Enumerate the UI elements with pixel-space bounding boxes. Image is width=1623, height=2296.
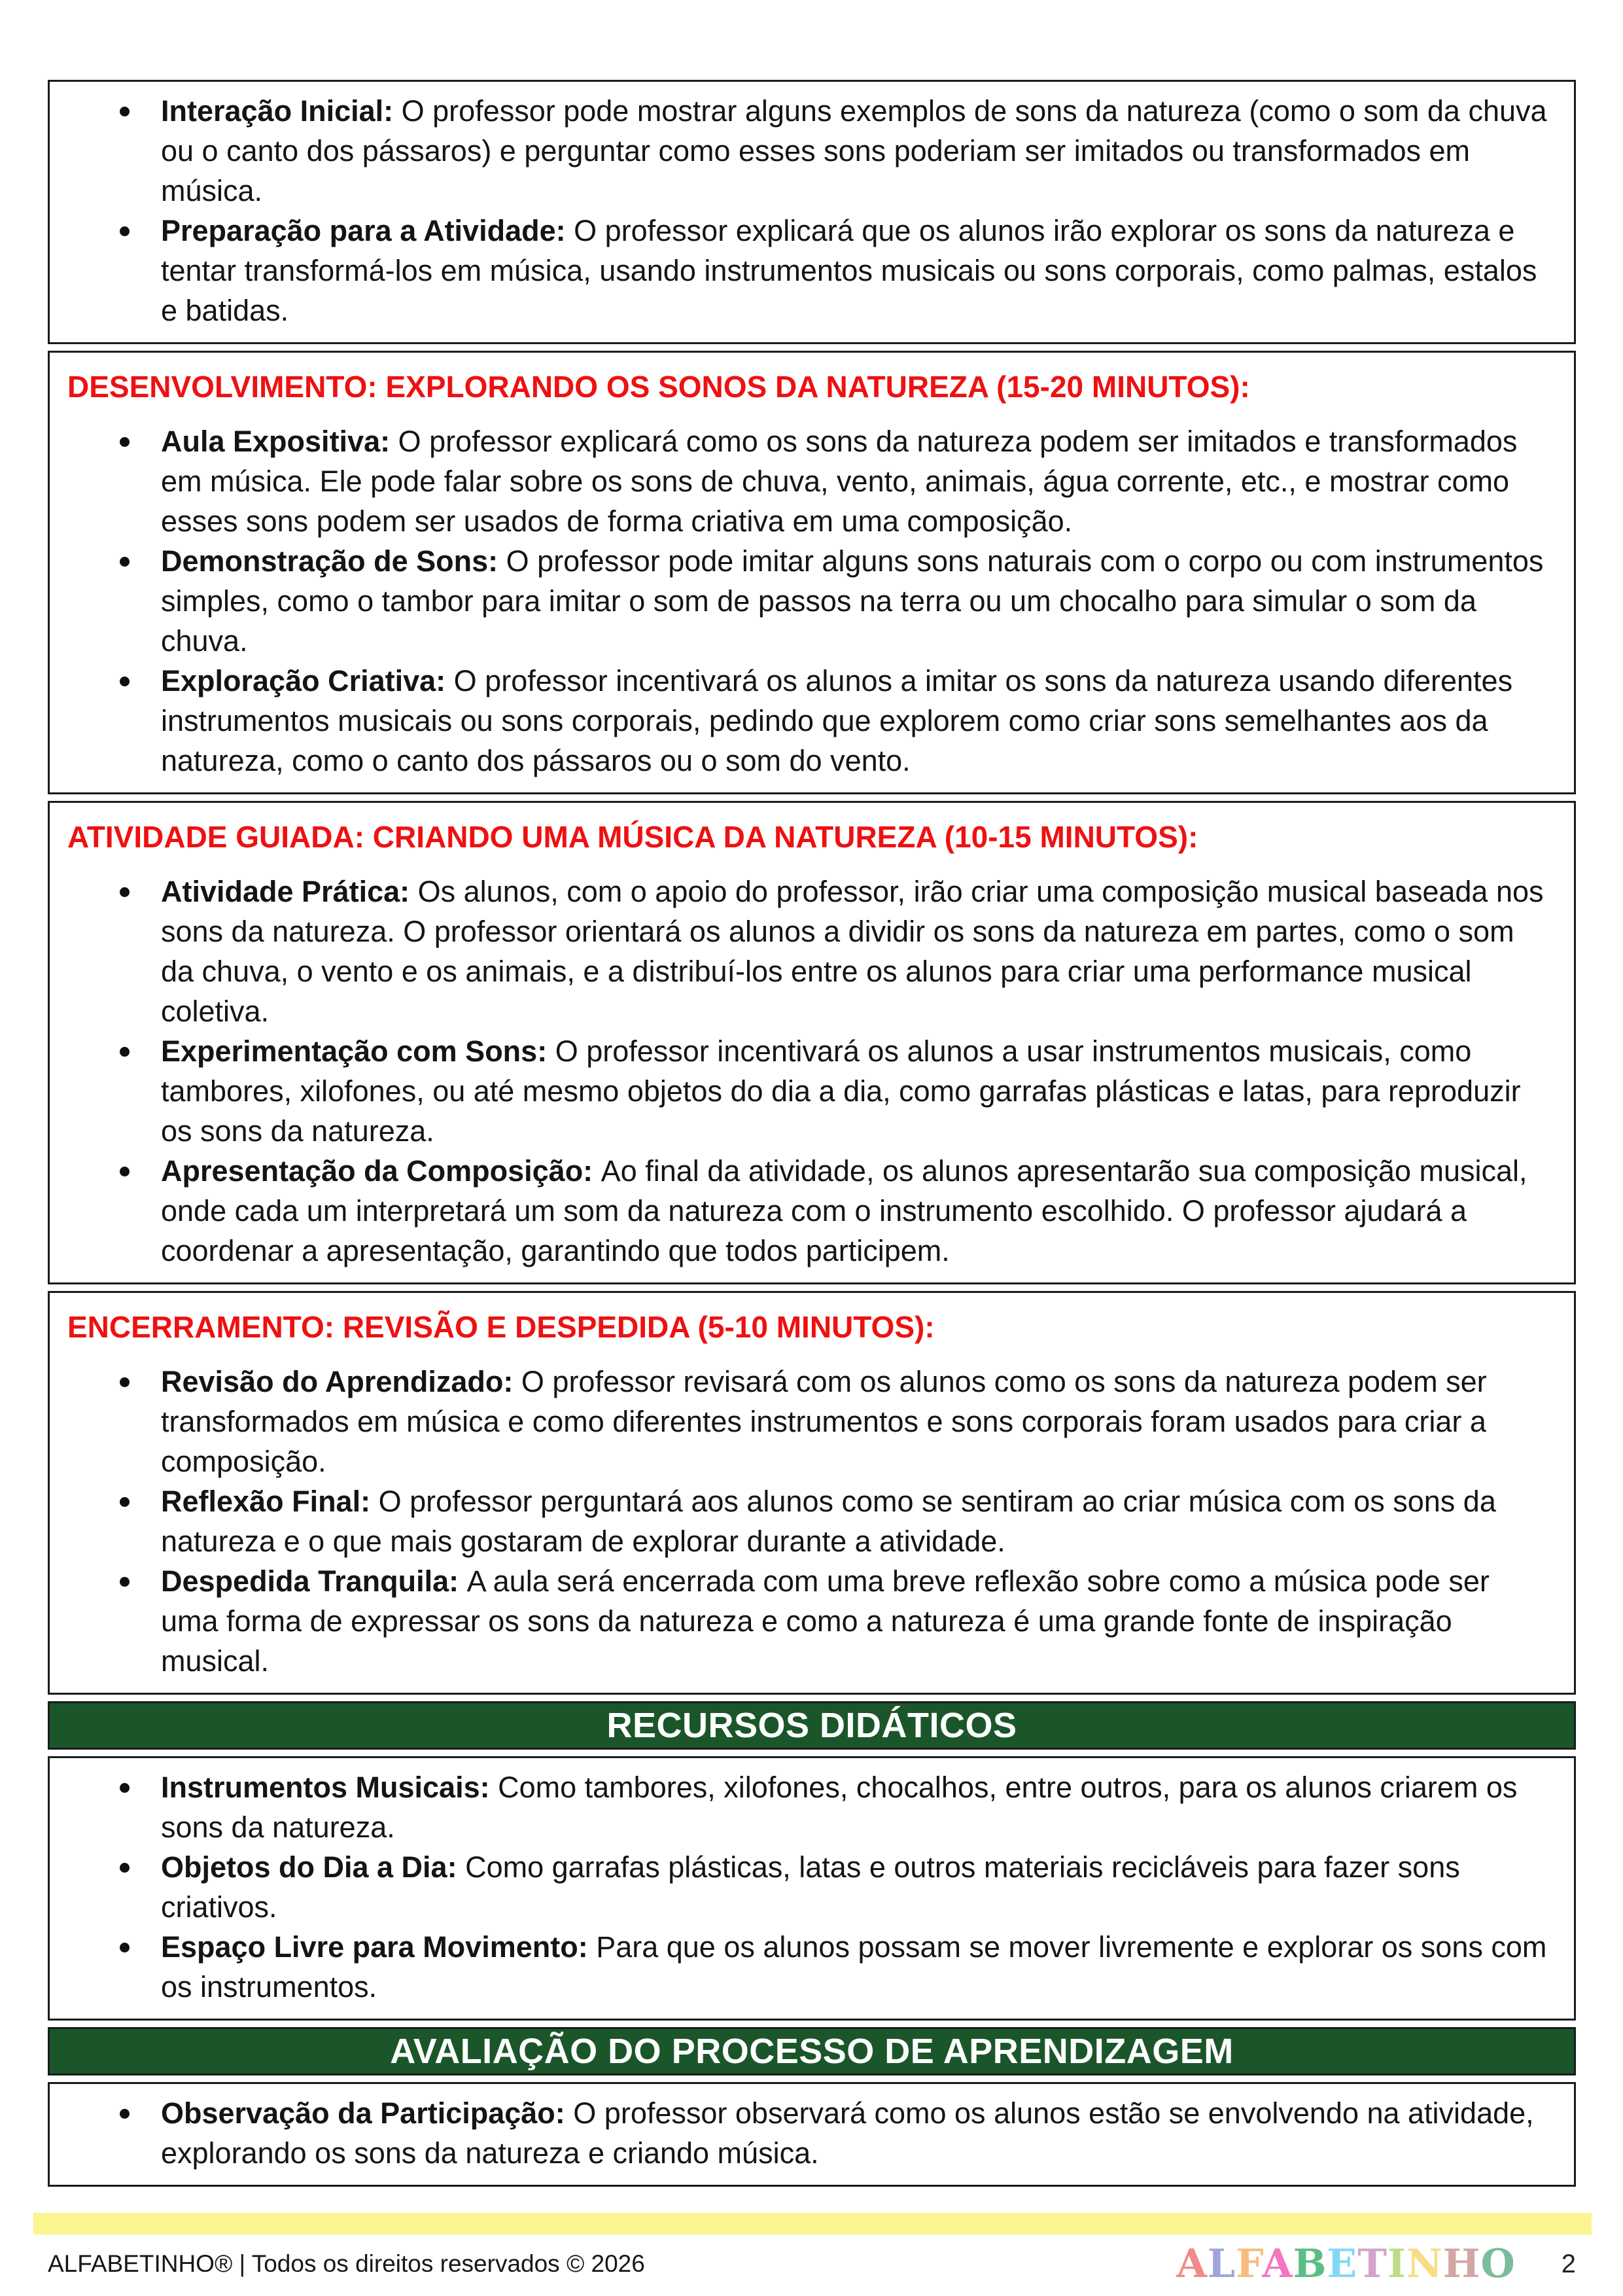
item-lead: Experimentação com Sons: — [161, 1034, 555, 1068]
logo-letter: O — [1480, 2241, 1516, 2287]
item-body: O professor explicará que os alunos irão explorar os sons da natureza e tentar transformá-los em música, usando instrumentos musicais ou sons corporais, como palmas, estalos e batidas. — [161, 214, 1537, 327]
list-item — [50, 211, 1548, 330]
list-item — [50, 1031, 1548, 1151]
logo-letter: H — [1442, 2241, 1481, 2287]
list-item — [50, 661, 1548, 781]
item-body: O professor perguntará aos alunos como se sentiram ao criar música com os sons da natureza e o que mais gostaram de explorar durante a atividade. — [161, 1485, 1496, 1558]
list-item — [50, 2093, 1548, 2173]
section-avaliacao — [48, 2082, 1576, 2187]
item-body: O professor pode imitar alguns sons naturais com o corpo ou com instrumentos simples, como o tambor para imitar o som de passos na terra ou um chocalho para simular o som da chuva. — [161, 544, 1544, 658]
section-atividade-guiada — [48, 801, 1576, 1284]
section-atividade-guiada-title: ATIVIDADE GUIADA: CRIANDO UMA MÚSICA DA NATUREZA (10-15 MINUTOS): — [67, 820, 1198, 854]
item-lead: Espaço Livre para Movimento: — [161, 1930, 597, 1964]
list-item — [50, 1927, 1548, 2007]
item-lead: Preparação para a Atividade: — [161, 214, 574, 247]
item-lead: Objetos do Dia a Dia: — [161, 1850, 466, 1884]
item-body: A aula será encerrada com uma breve reflexão sobre como a música pode ser uma forma de expressar os sons da natureza e como a natureza é uma grande fonte de inspiração musical. — [161, 1564, 1490, 1678]
item-lead: Reflexão Final: — [161, 1485, 379, 1518]
section-recursos-didaticos-list — [50, 1767, 1548, 2007]
section-introducao-continuacao — [48, 80, 1576, 344]
section-avaliacao-list — [50, 2093, 1548, 2173]
logo-letter: A — [1176, 2241, 1208, 2287]
item-lead: Instrumentos Musicais: — [161, 1771, 498, 1804]
sections — [48, 80, 1576, 2193]
list-item — [50, 1481, 1548, 1561]
section-encerramento-title: ENCERRAMENTO: REVISÃO E DESPEDIDA (5-10 MINUTOS): — [67, 1310, 935, 1344]
section-encerramento — [48, 1291, 1576, 1695]
section-atividade-guiada-list — [50, 872, 1548, 1271]
section-recursos-didaticos — [48, 1756, 1576, 2021]
logo-letter: N — [1406, 2241, 1443, 2287]
yellow-divider — [33, 2213, 1592, 2234]
page-number: 2 — [1561, 2249, 1576, 2278]
logo-letter: B — [1293, 2241, 1327, 2287]
footer — [48, 2241, 1576, 2287]
list-item — [50, 91, 1548, 211]
item-body: O professor incentivará os alunos a usar instrumentos musicais, como tambores, xilofones, ou até mesmo objetos do dia a dia, como garrafas plásticas e latas, para reproduzir os sons da natureza. — [161, 1034, 1521, 1148]
item-lead: Demonstração de Sons: — [161, 544, 506, 578]
item-lead: Aula Expositiva: — [161, 425, 398, 458]
item-lead: Apresentação da Composição: — [161, 1154, 601, 1188]
item-body: O professor observará como os alunos estão se envolvendo na atividade, explorando os sons da natureza e criando música. — [161, 2096, 1534, 2170]
section-desenvolvimento — [48, 351, 1576, 794]
logo-letter: A — [1262, 2241, 1293, 2287]
item-lead: Interação Inicial: — [161, 94, 402, 128]
item-lead: Revisão do Aprendizado: — [161, 1365, 521, 1398]
list-item — [50, 1767, 1548, 1847]
list-item — [50, 1362, 1548, 1481]
item-lead: Atividade Prática: — [161, 875, 418, 908]
footer-copyright: ALFABETINHO® | Todos os direitos reservados © 2026 — [48, 2250, 645, 2277]
section-encerramento-list — [50, 1362, 1548, 1681]
item-body: O professor pode mostrar alguns exemplos de sons da natureza (como o som da chuva ou o canto dos pássaros) e perguntar como esses sons poderiam ser imitados ou transformados em música. — [161, 94, 1547, 207]
section-introducao-continuacao-list — [50, 91, 1548, 330]
item-body: O professor incentivará os alunos a imitar os sons da natureza usando diferentes instrumentos musicais ou sons corporais, pedindo que explorem como criar sons semelhantes aos da natureza, como o canto dos pássaros ou o som do vento. — [161, 664, 1513, 777]
list-item — [50, 1561, 1548, 1681]
item-body: O professor explicará como os sons da natureza podem ser imitados e transformados em música. Ele pode falar sobre os sons de chuva, vento, animais, água corrente, etc., e mostrar como esses sons podem ser usados de forma criativa em uma composição. — [161, 425, 1518, 538]
list-item — [50, 1151, 1548, 1271]
logo-letter: E — [1327, 2241, 1358, 2287]
item-lead: Exploração Criativa: — [161, 664, 454, 698]
section-desenvolvimento-title: DESENVOLVIMENTO: EXPLORANDO OS SONOS DA NATUREZA (15-20 MINUTOS): — [67, 370, 1250, 404]
logo-letter: L — [1207, 2241, 1236, 2287]
item-body: Os alunos, com o apoio do professor, irão criar uma composição musical baseada nos sons da natureza. O professor orientará os alunos a dividir os sons da natureza em partes, como o som da chuva, o vento e os animais, e a distribuí-los entre os alunos para criar uma performance musical coletiva. — [161, 875, 1544, 1028]
list-item — [50, 541, 1548, 661]
item-body: Para que os alunos possam se mover livremente e explorar os sons com os instrumentos. — [161, 1930, 1547, 2004]
logo-letter: I — [1387, 2241, 1406, 2287]
section-desenvolvimento-list — [50, 421, 1548, 781]
list-item — [50, 421, 1548, 541]
alfabetinho-logo — [1176, 2241, 1516, 2287]
item-body: Como garrafas plásticas, latas e outros materiais recicláveis para fazer sons criativos. — [161, 1850, 1460, 1924]
logo-letter: T — [1357, 2241, 1387, 2287]
item-lead: Observação da Participação: — [161, 2096, 574, 2130]
banner-recursos-didaticos: RECURSOS DIDÁTICOS — [48, 1701, 1576, 1750]
banner-avaliacao: AVALIAÇÃO DO PROCESSO DE APRENDIZAGEM — [48, 2027, 1576, 2075]
footer-right — [1176, 2241, 1576, 2287]
item-body: O professor revisará com os alunos como os sons da natureza podem ser transformados em música e como diferentes instrumentos e sons corporais foram usados para criar a composição. — [161, 1365, 1487, 1478]
item-body: Ao final da atividade, os alunos apresentarão sua composição musical, onde cada um interpretará um som da natureza com o instrumento escolhido. O professor ajudará a coordenar a apresentação, garantindo que todos participem. — [161, 1154, 1527, 1267]
item-body: Como tambores, xilofones, chocalhos, entre outros, para os alunos criarem os sons da natureza. — [161, 1771, 1518, 1844]
item-lead: Despedida Tranquila: — [161, 1564, 467, 1598]
list-item — [50, 872, 1548, 1031]
logo-letter: F — [1236, 2241, 1263, 2287]
list-item — [50, 1847, 1548, 1927]
